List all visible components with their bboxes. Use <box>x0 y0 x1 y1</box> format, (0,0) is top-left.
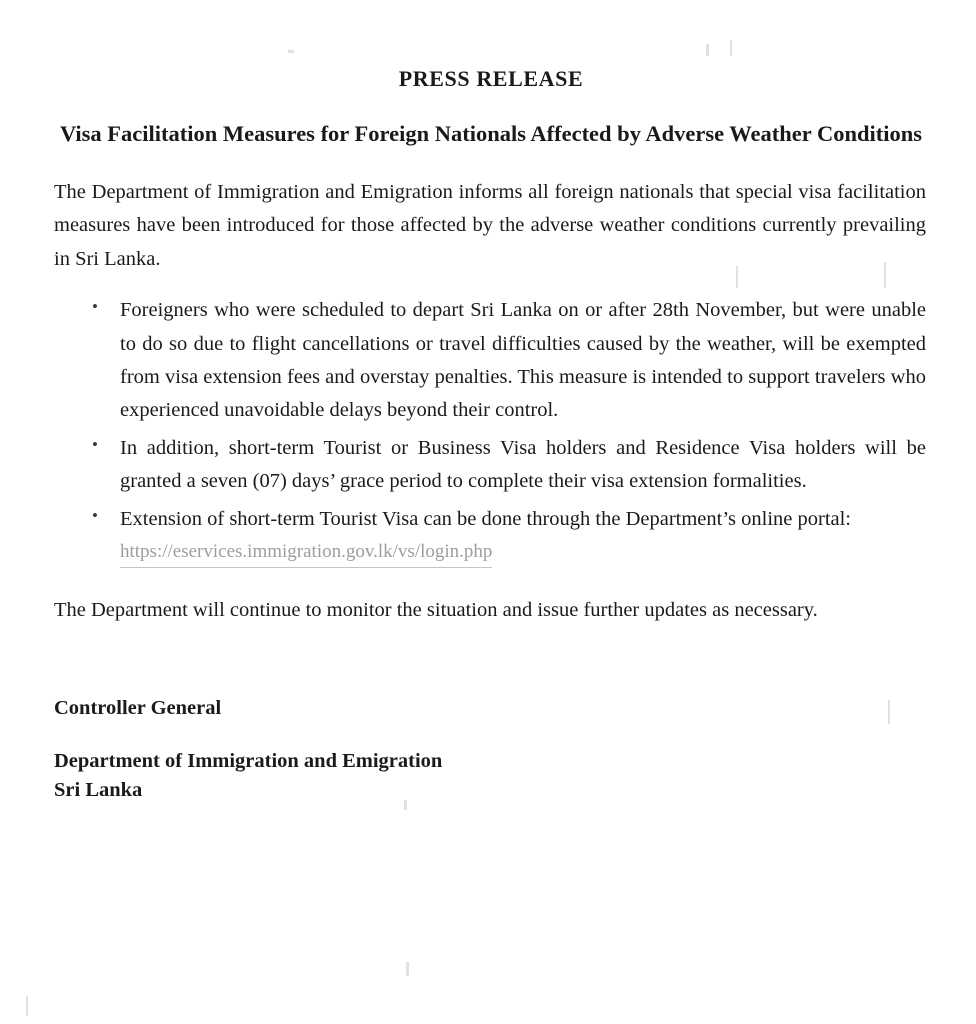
signatory-role: Controller General <box>54 696 222 719</box>
list-item-text: Foreigners who were scheduled to depart Sri Lanka on or after 28th November, but were unable to do so due to flight cancellations or travel difficulties caused by the weather, will be exempted from visa extension fees and overstay penalties. This measure is intended to support travelers who experienced unavoidable delays beyond their control. <box>120 299 926 422</box>
scan-artifact <box>730 40 732 56</box>
list-item-text: In addition, short-term Tourist or Business Visa holders and Residence Visa holders will be granted a seven (07) days’ grace period to complete their visa extension formalities. <box>120 436 926 493</box>
scan-artifact <box>406 962 409 976</box>
page-title: PRESS RELEASE <box>398 66 584 91</box>
list-item <box>52 294 926 428</box>
signatory-department: Department of Immigration and Emigration <box>54 749 443 772</box>
portal-link[interactable]: https://eservices.immigration.gov.lk/vs/login.php <box>120 538 492 568</box>
measures-list <box>52 294 930 567</box>
scan-artifact <box>26 996 28 1016</box>
list-item-text: Extension of short-term Tourist Visa can be done through the Department’s online portal: <box>120 507 852 530</box>
list-item <box>52 432 926 499</box>
scan-artifact <box>706 44 709 56</box>
document-subtitle: Visa Facilitation Measures for Foreign Nationals Affected by Adverse Weather Conditions <box>59 121 923 146</box>
signatory-country: Sri Lanka <box>54 779 143 802</box>
signature-block <box>52 693 930 806</box>
scan-artifact <box>288 50 294 53</box>
closing-paragraph: The Department will continue to monitor the situation and issue further updates as necessary. <box>54 598 818 621</box>
intro-paragraph: The Department of Immigration and Emigration informs all foreign nationals that special visa facilitation measures have been introduced for those affected by the adverse weather conditions currently prevailing in Sri Lanka. <box>54 180 926 270</box>
list-item <box>52 503 926 568</box>
